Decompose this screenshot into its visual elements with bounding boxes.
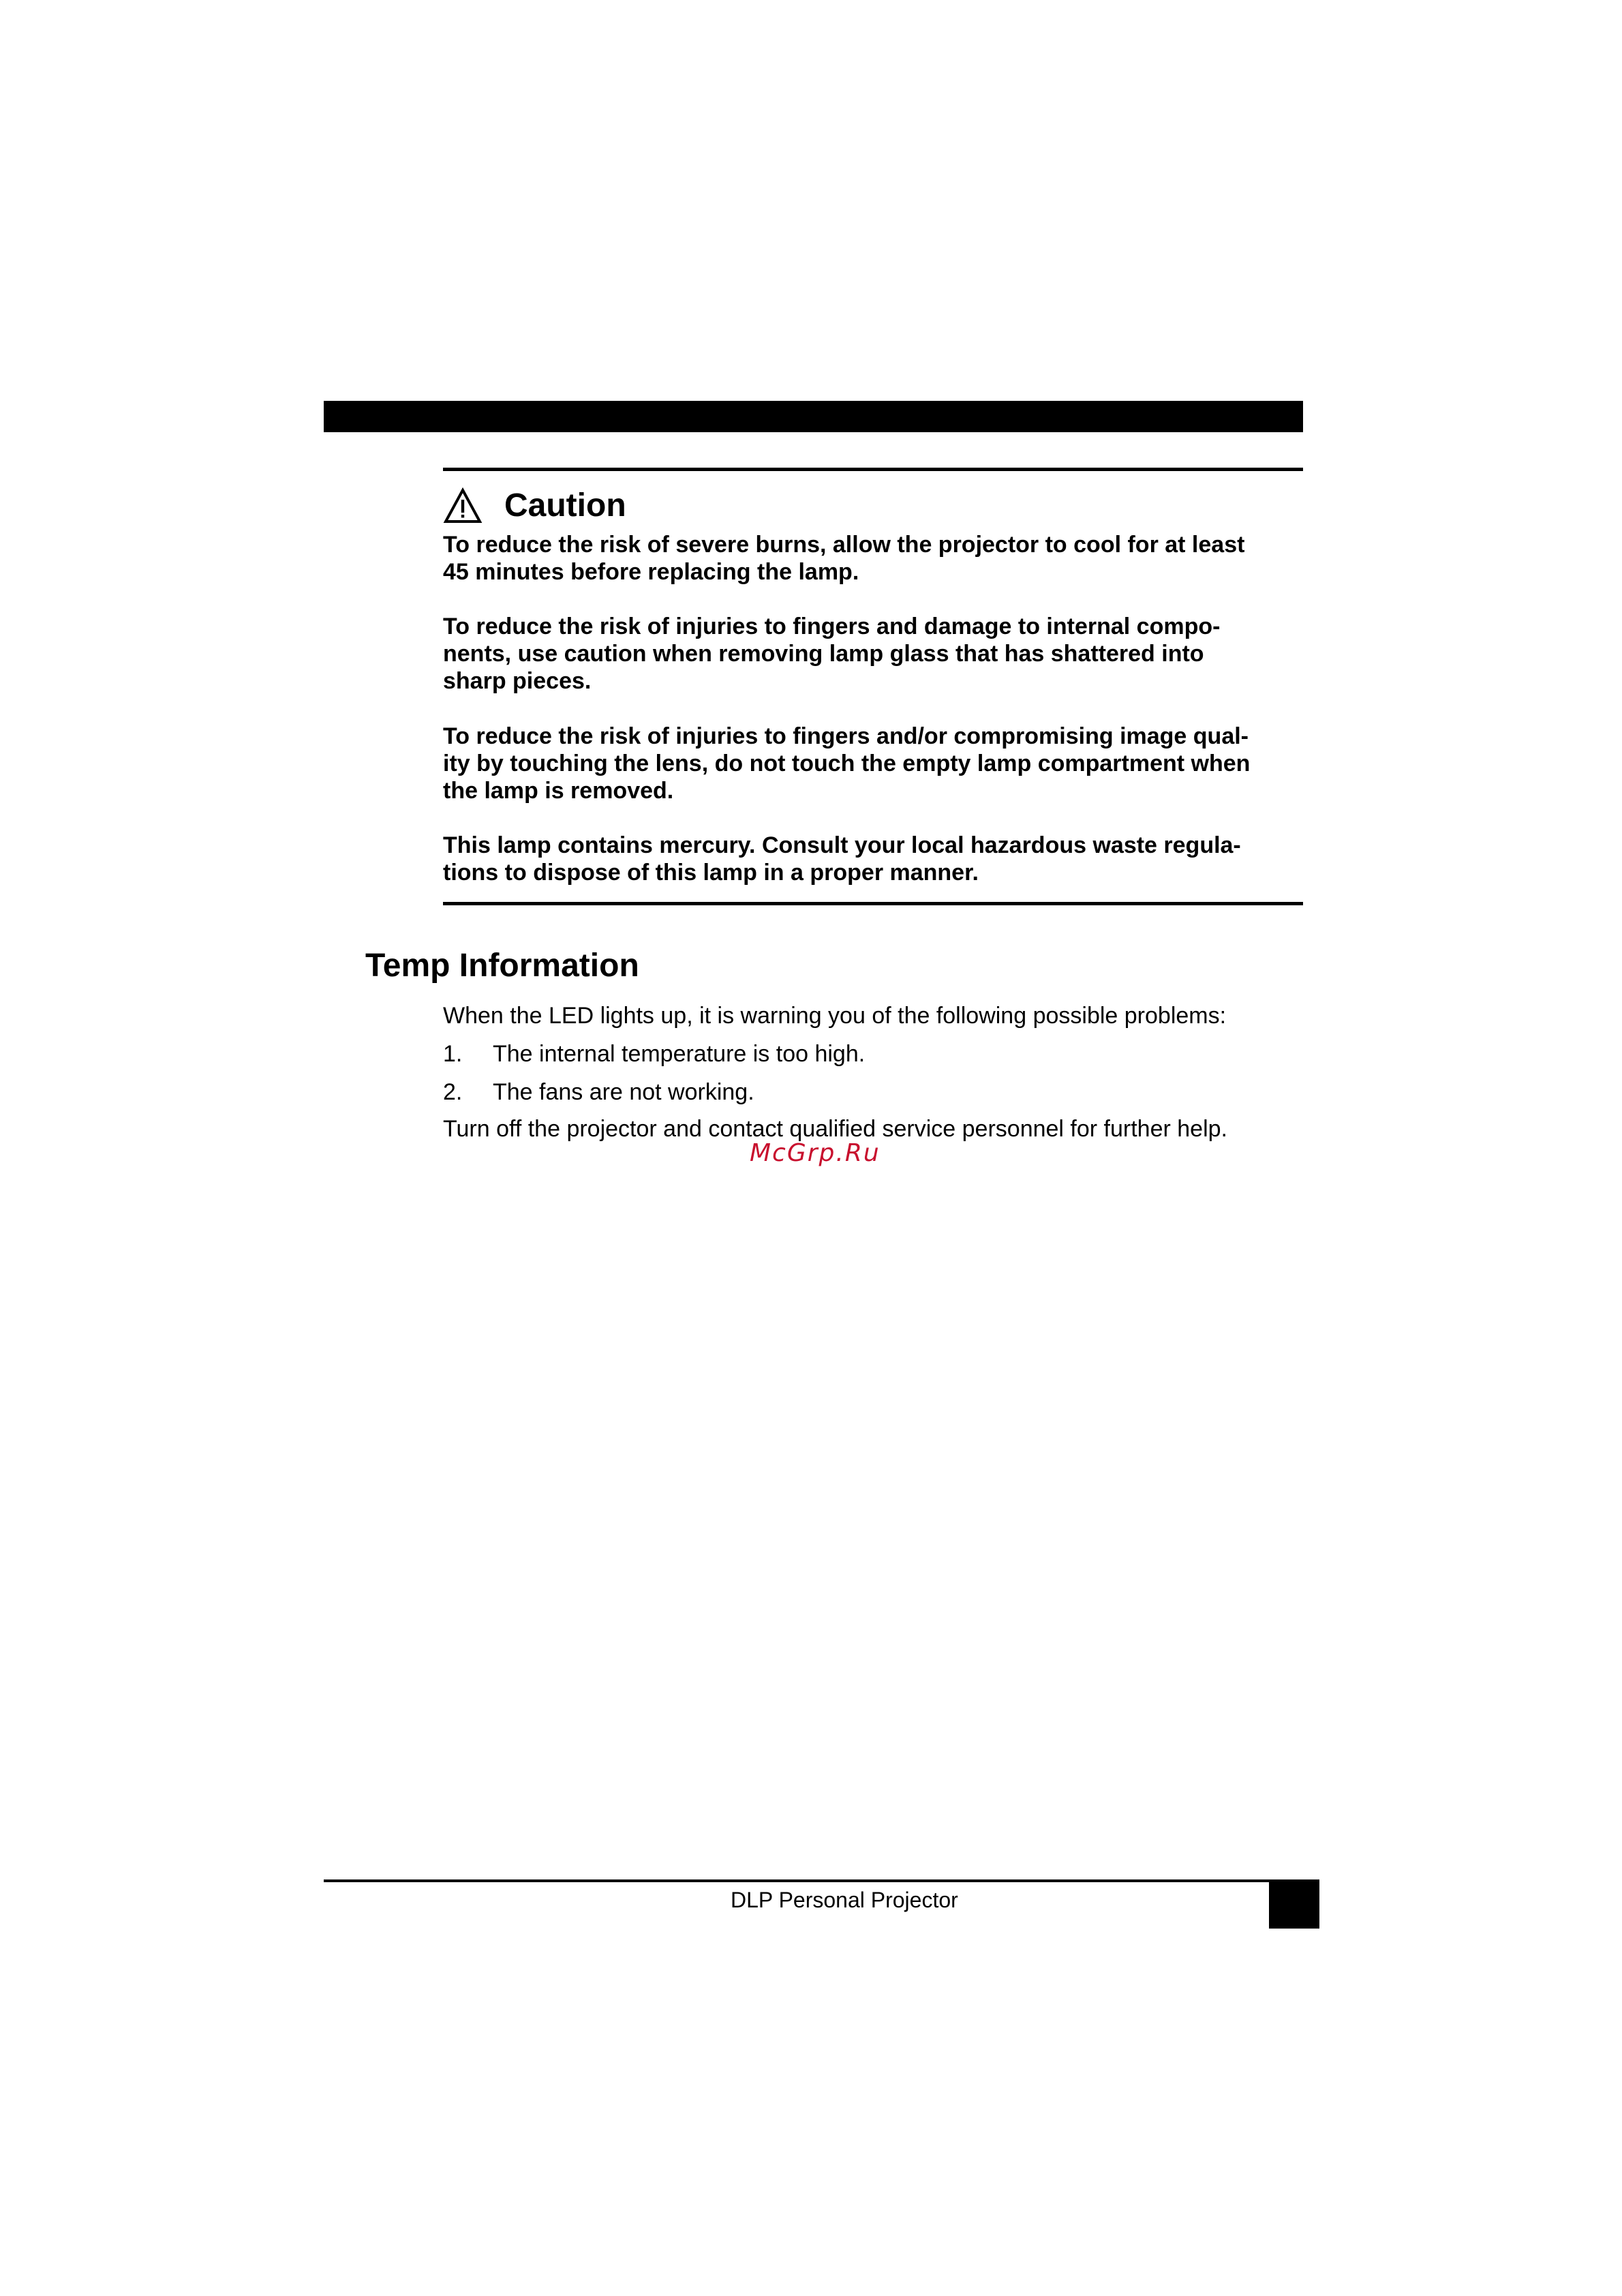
text-line: To reduce the risk of severe burns, allow the projector to cool for at least (443, 532, 1245, 558)
caution-paragraph-burns (443, 531, 1303, 586)
caution-paragraph-mercury (443, 832, 1303, 886)
watermark: McGrp.Ru (750, 1139, 881, 1167)
list-item-text: The fans are not working. (493, 1079, 754, 1105)
text-line: nents, use caution when removing lamp glass that has shattered into (443, 641, 1204, 667)
page-number-tab (1269, 1879, 1319, 1929)
text-line: ity by touching the lens, do not touch the empty lamp compartment when (443, 751, 1251, 776)
list-item (443, 1078, 754, 1106)
caution-paragraph-lens (443, 723, 1303, 804)
text-line: To reduce the risk of injuries to fingers and damage to internal compo- (443, 614, 1221, 639)
text-line: the lamp is removed. (443, 778, 674, 804)
caution-box (443, 468, 1303, 905)
section-title-temp-information: Temp Information (365, 948, 639, 984)
caution-heading (443, 482, 626, 530)
caution-paragraph-glass (443, 613, 1303, 695)
text-line: 45 minutes before replacing the lamp. (443, 559, 859, 585)
footer-title: DLP Personal Projector (731, 1888, 958, 1912)
list-item (443, 1040, 865, 1068)
text-line: tions to dispose of this lamp in a proper manner. (443, 860, 979, 886)
temp-intro-text: When the LED lights up, it is warning you of the following possible problems: (443, 1003, 1227, 1029)
temp-closing-text: Turn off the projector and contact qualified service personnel for further help. (443, 1116, 1227, 1142)
text-line: To reduce the risk of injuries to fingers and/or compromising image qual- (443, 723, 1249, 749)
list-item-text: The internal temperature is too high. (493, 1041, 866, 1067)
warning-triangle-icon (443, 487, 483, 524)
footer-rule (324, 1879, 1319, 1882)
text-line: sharp pieces. (443, 668, 592, 694)
list-item-number: 2. (443, 1079, 463, 1105)
caution-title: Caution (504, 487, 626, 524)
text-line: This lamp contains mercury. Consult your local hazardous waste regula- (443, 832, 1241, 858)
header-bar (324, 401, 1303, 432)
list-item-number: 1. (443, 1041, 463, 1067)
